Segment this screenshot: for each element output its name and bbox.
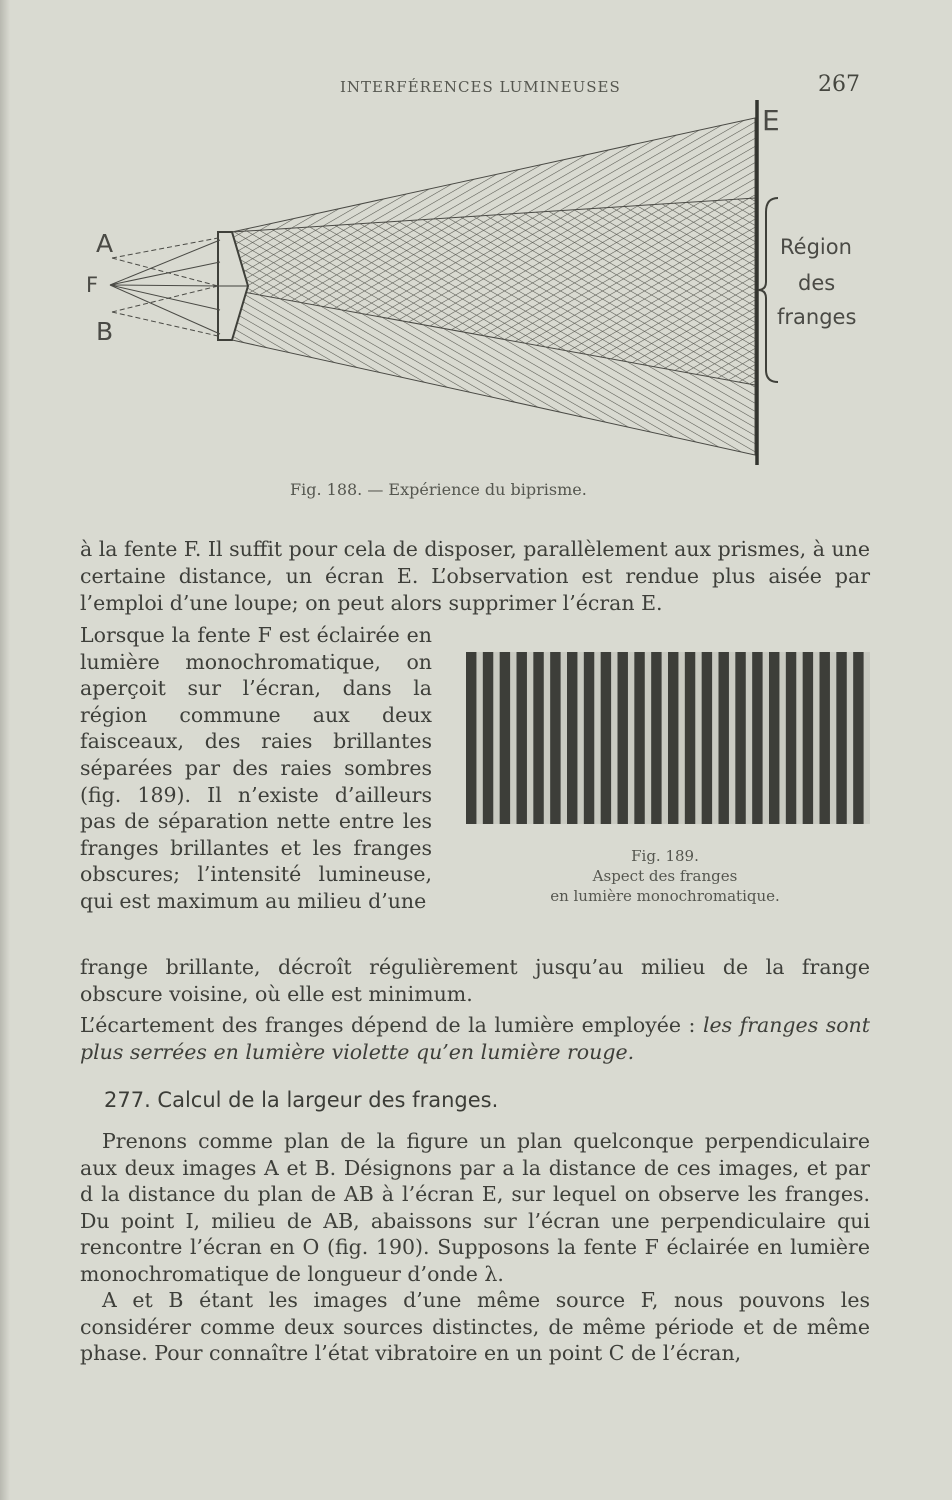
figure-189-fringes <box>466 652 870 824</box>
figure-189-caption-line3: en lumière monochromatique. <box>550 887 780 905</box>
dark-fringe <box>803 652 813 824</box>
section-paragraph-1: Prenons comme plan de la figure un plan quelconque perpendiculaire aux deux images A et B. Désignons par a la distance de ces images, et par d la distance du plan de AB à l’écran E, sur lequel on observe les franges. Du point I, milieu de AB, abaissons sur l’écran une perpendiculaire qui rencontre l’écran en O (fig. 190). Supposons la fente F éclairée en lumière monochromatique de longueur d’onde λ. <box>80 1129 870 1286</box>
label-f: F <box>86 273 99 297</box>
dark-fringe <box>601 652 611 824</box>
figure-188-caption: Fig. 188. — Expérience du biprisme. <box>290 480 587 499</box>
dark-fringe <box>735 652 745 824</box>
figure-188-biprism <box>0 0 952 480</box>
dark-fringe <box>550 652 560 824</box>
dark-fringe <box>769 652 779 824</box>
label-a: A <box>96 229 114 258</box>
dark-fringe <box>651 652 661 824</box>
region-brace <box>758 198 778 382</box>
ecartement-italic: les franges sont plus serrées en lumière violette qu’en lumière rouge. <box>80 1013 870 1064</box>
section-title: 277. Calcul de la largeur des franges. <box>104 1088 499 1112</box>
dark-fringe <box>517 652 527 824</box>
section-paragraph-2: A et B étant les images d’une même source F, nous pouvons les considérer comme deux sources distinctes, de même période et de même phase. Pour connaître l’état vibratoire en un point C de l’écran, <box>80 1288 870 1365</box>
dark-fringe <box>820 652 830 824</box>
dark-fringe <box>466 652 476 824</box>
dark-fringe <box>752 652 762 824</box>
ecartement-paragraph <box>80 1012 870 1066</box>
dark-fringe <box>668 652 678 824</box>
dark-fringe <box>853 652 863 824</box>
section-body <box>80 1128 870 1367</box>
figure-189-caption-line2: Aspect des franges <box>592 867 738 885</box>
dark-fringe <box>836 652 846 824</box>
dark-fringe <box>634 652 644 824</box>
rays-from-f <box>110 240 220 334</box>
label-region-3: franges <box>777 305 857 329</box>
dark-fringe <box>567 652 577 824</box>
dark-fringe <box>786 652 796 824</box>
dark-fringe <box>500 652 510 824</box>
dark-fringe <box>702 652 712 824</box>
figure-189-caption <box>500 846 830 906</box>
dark-fringe <box>483 652 493 824</box>
dark-fringe <box>618 652 628 824</box>
label-region-2: des <box>798 271 836 295</box>
dark-fringe <box>533 652 543 824</box>
label-region-1: Région <box>780 235 852 259</box>
side-paragraph: Lorsque la fente F est éclairée en lumière monochromatique, on aperçoit sur l’écran, dans la région commune aux deux faisceaux, des raies brillantes séparées par des raies sombres (fig. 189). Il n’existe d’ailleurs pas de séparation nette entre les franges brillantes et les franges obscures; l’intensité lumineuse, qui est maximum au milieu d’une <box>80 623 432 913</box>
dark-fringe <box>584 652 594 824</box>
ecartement-text: L’écartement des franges dépend de la lumière employée : <box>80 1013 703 1037</box>
figure-189-caption-title: Fig. 189. <box>631 847 699 865</box>
page-number: 267 <box>818 72 860 97</box>
lower-beam <box>232 198 755 455</box>
running-title: INTERFÉRENCES LUMINEUSES <box>340 78 621 96</box>
virtual-rays <box>112 238 218 336</box>
lead-paragraph: à la fente F. Il suffit pour cela de disposer, parallèlement aux prismes, à une certaine distance, un écran E. L’observation est rendue plus aisée par l’emploi d’une loupe; on peut alors supprimer l’écran E. <box>80 537 870 615</box>
dark-fringe <box>685 652 695 824</box>
dark-fringe <box>719 652 729 824</box>
label-e: E <box>762 104 780 137</box>
label-b: B <box>96 317 114 346</box>
continuation-paragraph: frange brillante, décroît régulièrement jusqu’au milieu de la frange obscure voisine, où elle est minimum. <box>80 955 870 1006</box>
